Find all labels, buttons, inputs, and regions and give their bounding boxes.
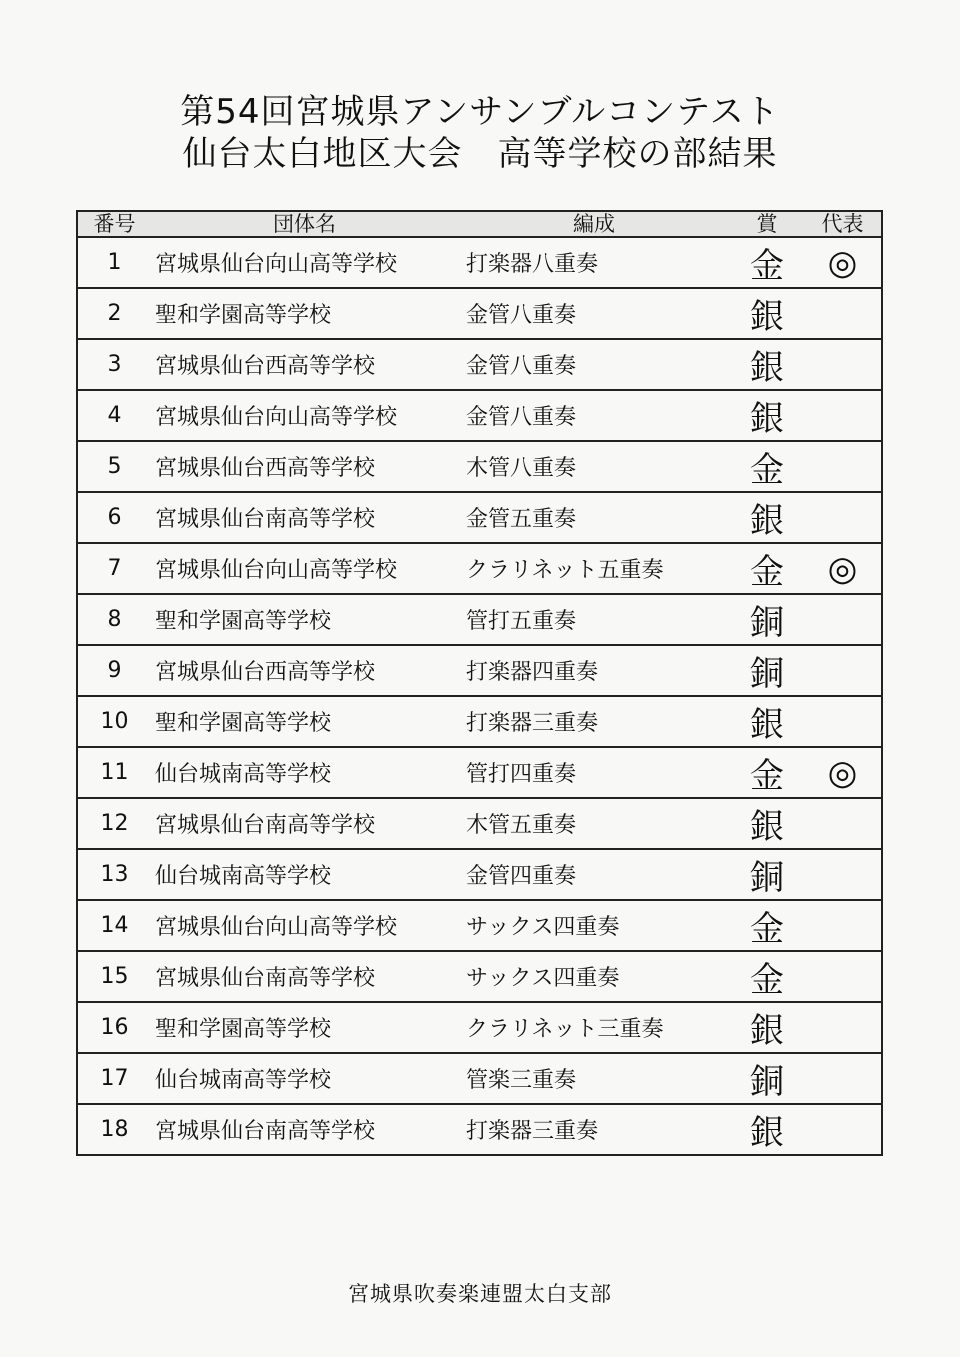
row-group-name: 聖和学園高等学校 [151, 594, 458, 645]
row-representative-mark [804, 390, 882, 441]
row-formation: 管打五重奏 [458, 594, 730, 645]
table-row [77, 288, 882, 339]
table-header-row [77, 211, 882, 237]
row-prize: 銀 [730, 1104, 804, 1155]
row-representative-mark: ◎ [804, 237, 882, 288]
row-representative-mark [804, 594, 882, 645]
table-row [77, 900, 882, 951]
row-group-name: 宮城県仙台向山高等学校 [151, 900, 458, 951]
table-row [77, 1053, 882, 1104]
row-formation: 管打四重奏 [458, 747, 730, 798]
table-row [77, 747, 882, 798]
row-number: 13 [77, 849, 151, 900]
row-group-name: 仙台城南高等学校 [151, 747, 458, 798]
row-formation: 打楽器八重奏 [458, 237, 730, 288]
row-representative-mark [804, 1104, 882, 1155]
row-prize: 金 [730, 543, 804, 594]
row-number: 9 [77, 645, 151, 696]
table-row [77, 1002, 882, 1053]
row-number: 3 [77, 339, 151, 390]
table-row [77, 594, 882, 645]
row-group-name: 宮城県仙台西高等学校 [151, 645, 458, 696]
header-number: 番号 [77, 211, 151, 237]
row-group-name: 宮城県仙台南高等学校 [151, 492, 458, 543]
row-prize: 銀 [730, 1002, 804, 1053]
row-representative-mark [804, 900, 882, 951]
row-group-name: 聖和学園高等学校 [151, 1002, 458, 1053]
row-prize: 金 [730, 237, 804, 288]
row-prize: 銀 [730, 288, 804, 339]
row-formation: 打楽器三重奏 [458, 696, 730, 747]
row-prize: 銀 [730, 492, 804, 543]
row-prize: 銀 [730, 339, 804, 390]
row-number: 1 [77, 237, 151, 288]
row-group-name: 宮城県仙台向山高等学校 [151, 543, 458, 594]
row-group-name: 宮城県仙台向山高等学校 [151, 237, 458, 288]
row-group-name: 宮城県仙台南高等学校 [151, 1104, 458, 1155]
row-prize: 金 [730, 441, 804, 492]
row-group-name: 仙台城南高等学校 [151, 849, 458, 900]
row-representative-mark [804, 849, 882, 900]
table-row [77, 951, 882, 1002]
row-group-name: 宮城県仙台西高等学校 [151, 441, 458, 492]
row-prize: 銀 [730, 696, 804, 747]
row-number: 14 [77, 900, 151, 951]
row-number: 15 [77, 951, 151, 1002]
row-formation: サックス四重奏 [458, 900, 730, 951]
row-number: 11 [77, 747, 151, 798]
row-number: 12 [77, 798, 151, 849]
row-representative-mark: ◎ [804, 747, 882, 798]
row-representative-mark: ◎ [804, 543, 882, 594]
row-formation: 金管八重奏 [458, 390, 730, 441]
row-representative-mark [804, 798, 882, 849]
row-representative-mark [804, 696, 882, 747]
row-formation: 金管八重奏 [458, 339, 730, 390]
header-group-name: 団体名 [151, 211, 458, 237]
row-formation: クラリネット三重奏 [458, 1002, 730, 1053]
row-group-name: 仙台城南高等学校 [151, 1053, 458, 1104]
row-representative-mark [804, 492, 882, 543]
row-representative-mark [804, 441, 882, 492]
table-row [77, 696, 882, 747]
row-prize: 金 [730, 951, 804, 1002]
table-row [77, 849, 882, 900]
row-representative-mark [804, 645, 882, 696]
row-number: 8 [77, 594, 151, 645]
row-group-name: 宮城県仙台西高等学校 [151, 339, 458, 390]
table-row [77, 798, 882, 849]
row-representative-mark [804, 1002, 882, 1053]
row-prize: 銀 [730, 798, 804, 849]
row-representative-mark [804, 1053, 882, 1104]
row-number: 2 [77, 288, 151, 339]
row-number: 18 [77, 1104, 151, 1155]
table-row [77, 441, 882, 492]
header-representative: 代表 [804, 211, 882, 237]
row-formation: 木管五重奏 [458, 798, 730, 849]
row-formation: 管楽三重奏 [458, 1053, 730, 1104]
document-title-line1: 第54回宮城県アンサンブルコンテスト [180, 92, 780, 132]
row-representative-mark [804, 288, 882, 339]
row-prize: 銅 [730, 645, 804, 696]
row-group-name: 宮城県仙台南高等学校 [151, 951, 458, 1002]
table-row [77, 492, 882, 543]
row-number: 6 [77, 492, 151, 543]
row-number: 4 [77, 390, 151, 441]
row-group-name: 宮城県仙台南高等学校 [151, 798, 458, 849]
row-formation: サックス四重奏 [458, 951, 730, 1002]
row-formation: クラリネット五重奏 [458, 543, 730, 594]
header-formation: 編成 [458, 211, 730, 237]
row-formation: 金管八重奏 [458, 288, 730, 339]
row-representative-mark [804, 951, 882, 1002]
header-prize: 賞 [730, 211, 804, 237]
row-prize: 銅 [730, 849, 804, 900]
row-prize: 銅 [730, 1053, 804, 1104]
organizer-footer: 宮城県吹奏楽連盟太白支部 [348, 1282, 612, 1306]
row-formation: 打楽器三重奏 [458, 1104, 730, 1155]
row-group-name: 宮城県仙台向山高等学校 [151, 390, 458, 441]
table-row [77, 339, 882, 390]
row-number: 7 [77, 543, 151, 594]
document-title-line2: 仙台太白地区大会 高等学校の部結果 [182, 134, 778, 174]
row-prize: 銅 [730, 594, 804, 645]
row-number: 5 [77, 441, 151, 492]
row-group-name: 聖和学園高等学校 [151, 696, 458, 747]
row-formation: 金管五重奏 [458, 492, 730, 543]
row-prize: 金 [730, 900, 804, 951]
table-row [77, 237, 882, 288]
table-row [77, 645, 882, 696]
table-row [77, 543, 882, 594]
row-formation: 金管四重奏 [458, 849, 730, 900]
results-table [76, 210, 883, 1156]
row-group-name: 聖和学園高等学校 [151, 288, 458, 339]
row-representative-mark [804, 339, 882, 390]
results-body [77, 237, 882, 1155]
row-number: 17 [77, 1053, 151, 1104]
row-number: 16 [77, 1002, 151, 1053]
row-prize: 金 [730, 747, 804, 798]
row-prize: 銀 [730, 390, 804, 441]
row-formation: 木管八重奏 [458, 441, 730, 492]
row-number: 10 [77, 696, 151, 747]
row-formation: 打楽器四重奏 [458, 645, 730, 696]
table-row [77, 1104, 882, 1155]
table-row [77, 390, 882, 441]
